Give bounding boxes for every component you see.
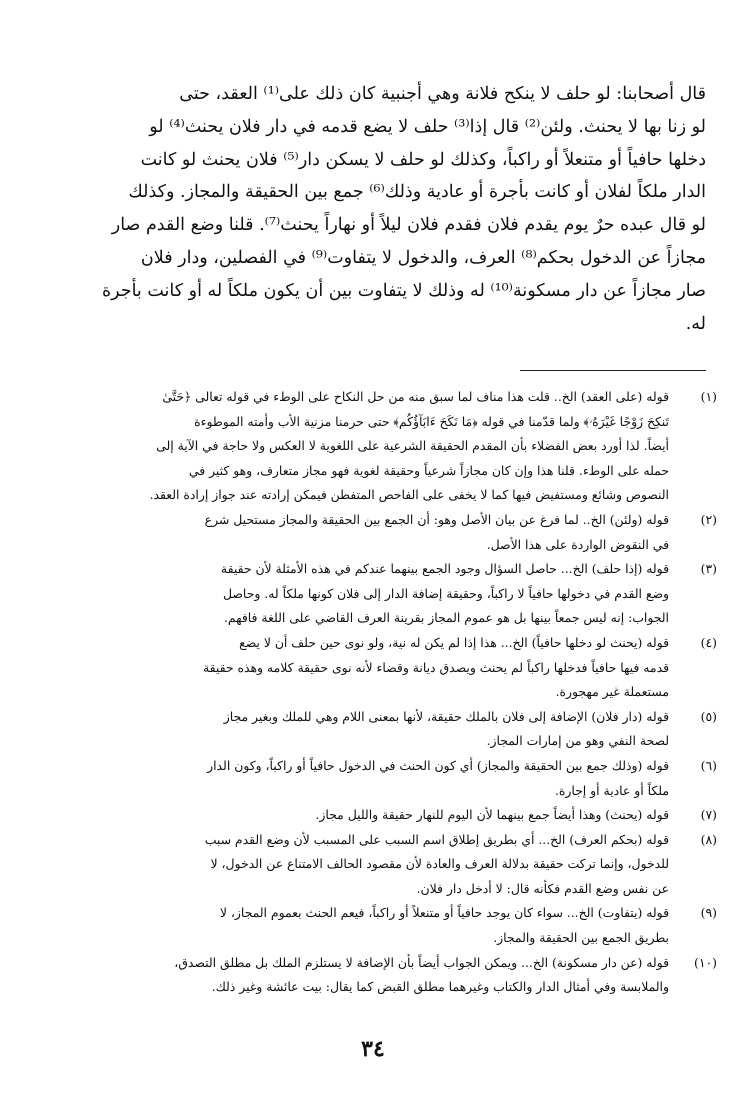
footnote-body (52, 754, 669, 803)
footnote-line: النصوص وشائع ومستفيض فيها كما لا يخفى على الفاحص المتفطن فيمكن إرادته عند جواز إرادة العقد. (149, 487, 669, 503)
footnote-line: ملكاً أو عادية أو إجارة. (554, 782, 669, 798)
footnote-9 (52, 901, 717, 950)
footnote-line: بطريق الجمع بين الحقيقة والمجاز. (493, 930, 669, 946)
footnote-line: قوله (على العقد) الخ.. قلت هذا مناف لما سبق منه من حل النكاح على الوطء في قوله تعالى ﴿حَتَّىٰ (162, 389, 669, 404)
footnote-body (52, 828, 669, 902)
footnote-4 (52, 631, 717, 705)
footnote-number: (٨) (700, 831, 717, 847)
footnote-1 (52, 385, 717, 508)
footnote-body (52, 557, 669, 631)
main-text-line: الدار ملكاً لفلان أو كانت بأجرة أو عادية وذلك⁽⁶⁾ جمع بين الحقيقة والمجاز. وكذلك (128, 182, 706, 203)
main-text-line: له. (685, 313, 706, 334)
main-text-line: صار مجازاً عن دار مسكونة⁽¹⁰⁾ له وذلك لا يتفاوت بين أن يكون ملكاً له أو كانت بأجرة (101, 280, 706, 301)
footnote-line: قدمه فيها حافياً فدخلها راكباً لم يحنث ويصدق ديانة وقضاء لأنه نوى حقيقة كلامه وهذه حقيقة (202, 659, 669, 675)
main-text (70, 78, 706, 340)
main-text-line: لو قال عبده حرٌ يوم يقدم فلان فقدم فلان ليلاً أو نهاراً يحنث⁽⁷⁾. قلنا وضع القدم صار (111, 215, 706, 236)
footnote-body (52, 951, 669, 1000)
footnote-body (52, 385, 669, 508)
footnote-number: (٦) (700, 757, 717, 773)
main-text-line: مجازاً عن الدخول بحكم⁽⁸⁾ العرف، والدخول لا يتفاوت⁽⁹⁾ في الفصلين، ودار فلان (140, 247, 706, 268)
footnote-6 (52, 754, 717, 803)
footnote-number: (١٠) (694, 954, 717, 970)
footnotes (52, 385, 717, 1000)
footnote-number: (٧) (700, 807, 717, 823)
page-number: ٣٤ (361, 1036, 385, 1062)
footnote-body (52, 631, 669, 705)
footnote-line: قوله (بحكم العرف) الخ... أي بطريق إطلاق اسم السبب على المسبب لأن وضع القدم سبب (204, 831, 669, 847)
footnote-line: قوله (يتفاوت) الخ... سواء كان يوجد حافياً أو متنعلاً أو راكباً، فيعم الحنث بعموم المجاز، لا (219, 905, 669, 921)
footnote-3 (52, 557, 717, 631)
footnote-line: في النقوض الواردة على هذا الأصل. (486, 536, 669, 552)
footnote-8 (52, 828, 717, 902)
footnote-line: عن نفس وضع القدم فكأنه قال: لا أدخل دار فلان. (416, 880, 669, 896)
footnote-line: الجواب: إنه ليس جمعاً بينها بل هو عموم المجاز بقرينة العرف القاضي على اللغة فافهم. (223, 610, 669, 626)
footnote-line: قوله (يحنث) وهذا أيضاً جمع بينهما لأن اليوم للنهار حقيقة والليل مجاز. (315, 807, 669, 823)
footnote-number: (٣) (700, 561, 717, 577)
footnote-number: (٢) (700, 511, 717, 527)
main-text-line: لو زنا بها لا يحنث. ولئن⁽²⁾ قال إذا⁽³⁾ حلف لا يضع قدمه في دار فلان يحنث⁽⁴⁾ لو (149, 116, 706, 137)
footnote-line: للدخول، وإنما تركت حقيقة بدلالة العرف والعادة لأن مقصود الحالف الامتناع عن الدخول، لا (210, 856, 669, 872)
footnote-line: قوله (وذلك جمع بين الحقيقة والمجاز) أي كون الحنث في الدخول حافياً أو راكباً، وكون الدار (207, 757, 669, 773)
footnote-number: (٤) (700, 634, 717, 650)
footnote-number: (٥) (700, 708, 717, 724)
footnote-line: حمله على الوطء. قلنا هذا وإن كان مجازاً شرعياً وحقيقة لغوية فهو مجاز متعارف، وهو كثير في (188, 462, 669, 478)
footnote-line: أيضاً. لذا أورد بعض الفضلاء بأن المقدم الحقيقة الشرعية على اللغوية لا العكس ولا حاجة في الآية إلى (156, 438, 669, 454)
footnote-line: قوله (دار فلان) الإضافة إلى فلان بالملك حقيقة، لأنها بمعنى اللام وهي للملك وبغير مجاز (223, 708, 669, 724)
footnote-line: قوله (إذا حلف) الخ... حاصل السؤال وجود الجمع بينهما عندكم في هذه الأمثلة لأن حقيقة (220, 561, 669, 577)
footnote-line: قوله (عن دار مسكونة) الخ... ويمكن الجواب أيضاً بأن الإضافة لا يستلزم الملك بل مطلق التصدق، (174, 954, 669, 970)
main-text-line: دخلها حافياً أو متنعلاً أو راكباً، وكذلك لو حلف لا يسكن دار⁽⁵⁾ فلان يحنث لو كانت (140, 149, 706, 170)
footnote-number: (١) (700, 389, 717, 404)
footnote-line: وضع القدم في دخولها حافياً لا راكباً، وحقيقة إضافة الدار إلى فلان كونها ملكاً له. وحاصل (223, 585, 669, 601)
footnote-line: قوله (يحنث لو دخلها حافياً) الخ... هذا إذا لم يكن له نية، ولو نوى حين حلف أن لا يضع (239, 634, 669, 650)
footnote-line: لصحة النفي وهو من إمارات المجاز. (486, 733, 669, 749)
footnote-2 (52, 508, 717, 557)
footnote-5 (52, 705, 717, 754)
footnote-line: مستعملة غير مهجورة. (555, 684, 669, 700)
footnote-line: قوله (ولئن) الخ.. لما فرغ عن بيان الأصل وهو: أن الجمع بين الحقيقة والمجاز مستحيل شرع (204, 511, 669, 527)
footnote-number: (٩) (700, 905, 717, 921)
main-text-line: قال أصحابنا: لو حلف لا ينكح فلانة وهي أجنبية كان ذلك على⁽¹⁾ العقد، حتى (179, 84, 706, 104)
footnote-body (52, 705, 669, 754)
footnote-body (52, 803, 669, 828)
footnote-body (52, 508, 669, 557)
footnote-line: والملابسة وفي أمثال الدار والكتاب وغيرهما مطلق القبض كما يقال: بيت عائشة وغير ذلك. (211, 979, 669, 995)
footnote-7 (52, 803, 717, 828)
footnote-10 (52, 951, 717, 1000)
footnote-line: تَنكِحَ زَوْجًا غَيْرَهُۥ﴾ ولما قدّمنا في قوله ﴿مَا نَكَحَ ءَابَآؤُكُم﴾ حتى حرمنا مزنية الأب وأمته الموطوءة (194, 413, 669, 429)
footnote-body (52, 901, 669, 950)
footnote-divider (520, 370, 706, 371)
